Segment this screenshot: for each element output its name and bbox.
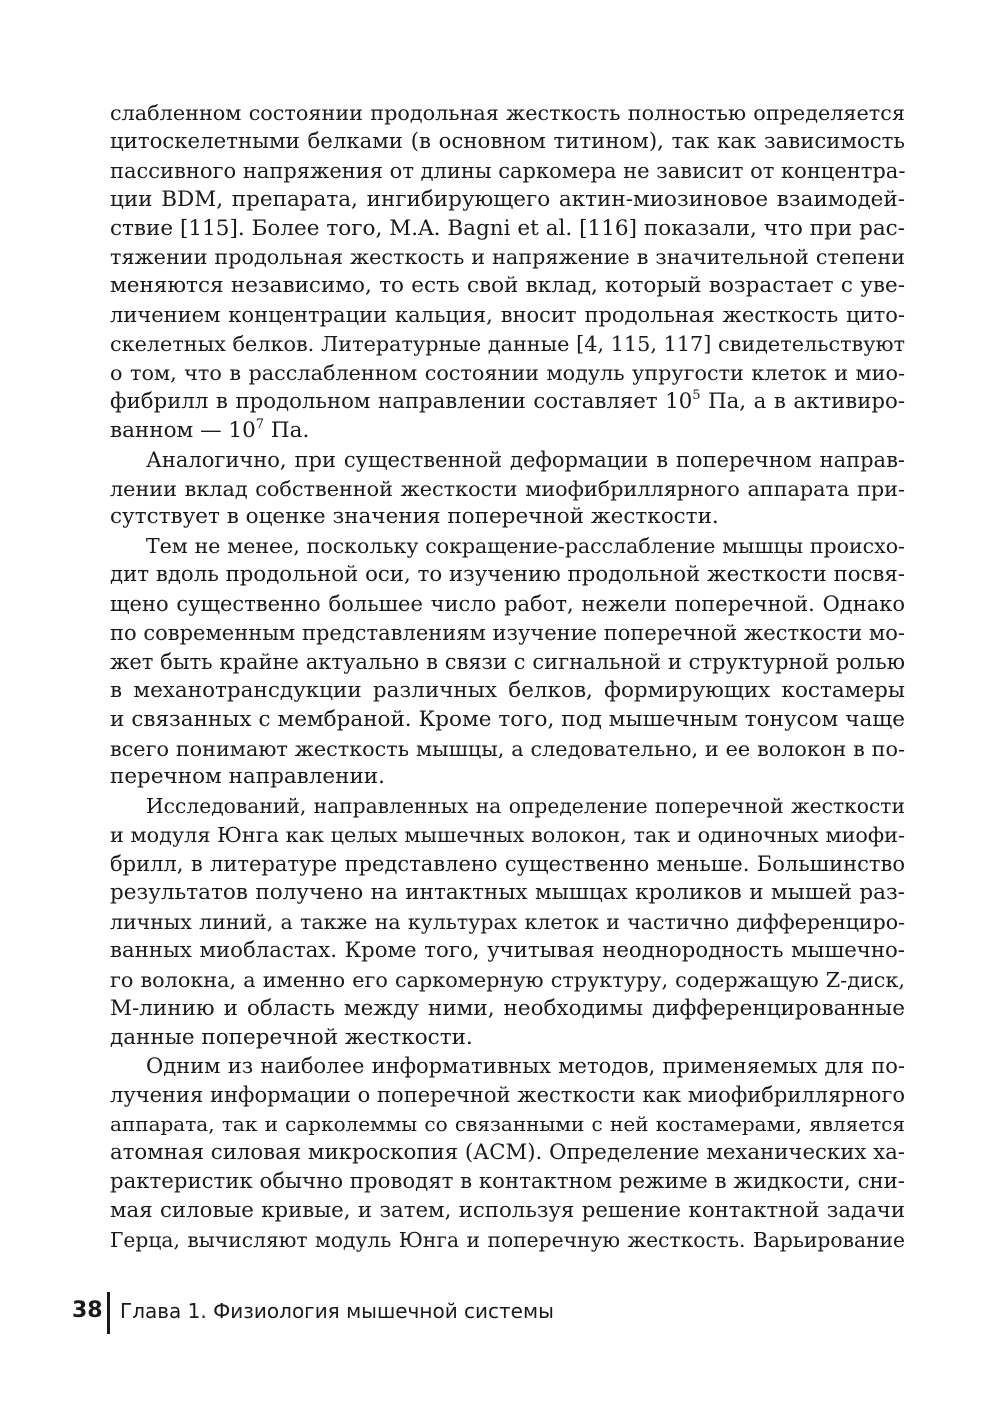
footer-divider xyxy=(107,1292,110,1334)
text-line: скелетных белков. Литературные данные [4, 115, 117] свидетельствуют xyxy=(110,332,905,357)
text-line: дит вдоль продольной оси, то изучению продольной жесткости посвя- xyxy=(110,562,905,588)
text-line: цитоскелетными белками (в основном титином), так как зависимость xyxy=(110,128,905,154)
text-line: щено существенно большее число работ, нежели поперечной. Однако xyxy=(110,592,905,617)
text-line: лении вклад собственной жесткости миофибриллярного аппарата при- xyxy=(110,476,905,501)
paragraph-first-line: Исследований, направленных на определение поперечной жесткости xyxy=(146,794,905,819)
superscript-exponent: 5 xyxy=(692,387,701,403)
page-footer xyxy=(72,1292,672,1334)
text-fragment: фибрилл в продольном направлении составляет 10 xyxy=(110,388,693,414)
text-fragment: ванном — 10 xyxy=(110,417,256,443)
running-chapter-title: Глава 1. Физиология мышечной системы xyxy=(120,1299,554,1323)
text-line: перечном направлении. xyxy=(110,764,385,790)
text-line: результатов получено на интактных мышцах кроликов и мышей раз- xyxy=(110,880,905,906)
text-line: аппарата, так и сарколеммы со связанными с ней костамерами, является xyxy=(110,1112,905,1137)
text-line: сутствует в оценке значения поперечной жесткости. xyxy=(110,504,719,530)
text-line: по современным представлениям изучение поперечной жесткости мо- xyxy=(110,621,905,646)
superscript-exponent: 7 xyxy=(255,416,265,432)
text-line: о том, что в расслабленном состоянии модуль упругости клеток и мио- xyxy=(110,361,905,386)
text-line: Герца, вычисляют модуль Юнга и поперечную жесткость. Варьирование xyxy=(110,1227,905,1252)
text-line: данные поперечной жесткости. xyxy=(110,1024,473,1050)
text-line: личных линий, а также на культурах клеток и частично дифференциро- xyxy=(110,909,905,934)
text-line: М-линию и область между ними, необходимы дифференцированные xyxy=(110,995,905,1021)
text-line: тяжении продольная жесткость и напряжение в значительной степени xyxy=(110,245,905,270)
body-text xyxy=(110,99,905,1255)
text-line: в механотрансдукции различных белков, формирующих костамеры xyxy=(110,677,905,703)
text-line: ванных миобластах. Кроме того, учитывая неоднородность мышечно- xyxy=(110,937,905,963)
text-line: лучения информации о поперечной жесткости как миофибриллярного xyxy=(110,1083,905,1108)
text-line-modulus xyxy=(110,388,905,417)
text-line: ции BDM, препарата, ингибирующего актин-миозиновое взаимодей- xyxy=(110,186,905,212)
text-line: и модуля Юнга как целых мышечных волокон, так и одиночных миофи- xyxy=(110,823,905,848)
text-fragment: Па, а в активиро- xyxy=(700,388,905,414)
text-line: слабленном состоянии продольная жесткость полностью определяется xyxy=(110,101,905,125)
text-line: и связанных с мембраной. Кроме того, под мышечным тонусом чаще xyxy=(110,706,905,732)
text-line: мая силовые кривые, и затем, используя решение контактной задачи xyxy=(110,1197,905,1223)
text-line: пассивного напряжения от длины саркомера не зависит от концентра- xyxy=(110,158,906,183)
paragraph-first-line: Одним из наиболее информативных методов, применяемых для по- xyxy=(146,1054,905,1079)
text-line: всего понимают жесткость мышцы, а следовательно, и ее волокон в по- xyxy=(110,736,905,761)
text-line: брилл, в литературе представлено существенно меньше. Большинство xyxy=(110,852,905,877)
text-fragment: Па. xyxy=(264,417,310,443)
text-line: ствие [115]. Более того, M.A. Bagni et al. [116] показали, что при рас- xyxy=(110,215,905,241)
text-line: меняются независимо, то есть свой вклад, который возрастает с уве- xyxy=(110,273,905,299)
text-line: го волокна, а именно его саркомерную структуру, содержащую Z-диск, xyxy=(110,967,905,992)
text-line: рактеристик обычно проводят в контактном режиме в жидкости, сни- xyxy=(110,1168,905,1194)
text-line: атомная силовая микроскопия (АСМ). Определение механических ха- xyxy=(110,1140,905,1166)
text-line: жет быть крайне актуально в связи с сигнальной и структурной ролью xyxy=(110,649,905,674)
page-number: 38 xyxy=(72,1298,103,1323)
paragraph-first-line: Аналогично, при существенной деформации в поперечном направ- xyxy=(146,447,905,472)
text-line-modulus xyxy=(110,417,905,446)
text-line: личением концентрации кальция, вносит продольная жесткость цито- xyxy=(110,303,905,328)
paragraph-first-line: Тем не менее, поскольку сокращение-расслабление мышцы происхо- xyxy=(146,534,905,559)
